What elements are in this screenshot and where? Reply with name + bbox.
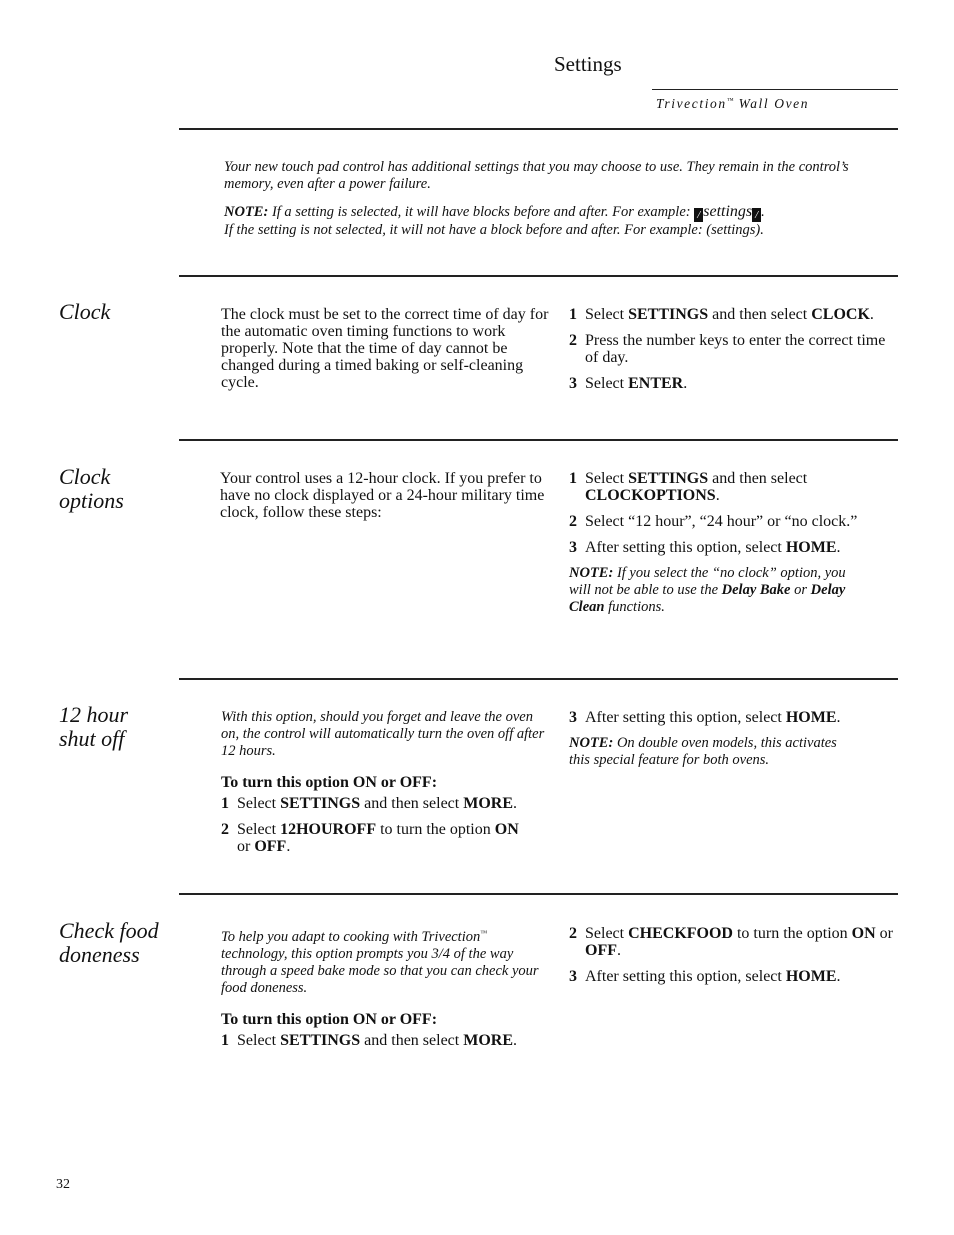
subtitle-product: Wall Oven xyxy=(733,96,810,111)
section-heading-check-food-doneness: Check food doneness xyxy=(59,918,159,967)
doneness-lead: To turn this option ON or OFF: xyxy=(221,1010,438,1028)
step: 3 After setting this option, select HOME. xyxy=(569,539,841,556)
clock-options-description: Your control uses a 12-hour clock. If you prefer to have no clock displayed or a 24-hour military time clock, follow these steps: xyxy=(220,470,545,521)
page-title: Settings xyxy=(554,52,622,76)
step: 1 Select SETTINGS and then select MORE. xyxy=(221,795,517,812)
clock-options-steps xyxy=(569,470,895,616)
section-heading-clock: Clock xyxy=(59,299,111,324)
step: 3 Select ENTER. xyxy=(569,375,688,392)
step: 1 Select SETTINGS and then select MORE. xyxy=(221,1031,517,1049)
trademark: ™ xyxy=(726,96,734,105)
clock-options-note: NOTE: If you select the “no clock” option, you will not be able to use the Delay Bake or Delay Clean functions. xyxy=(569,565,846,615)
doneness-steps-left xyxy=(221,925,551,1058)
divider xyxy=(179,678,898,680)
doneness-description: To help you adapt to cooking with Trivection™ technology, this option prompts you 3/4 of the way through a speed bake mode so that you can check your food doneness. xyxy=(221,928,539,996)
intro-note: NOTE: If a setting is selected, it will have blocks before and after. For example: / settings / . xyxy=(224,203,765,221)
intro-note-line2: If the setting is not selected, it will not have a block before and after. For example: (settings). xyxy=(224,222,764,238)
section-heading-clock-options: Clock options xyxy=(59,464,124,513)
shutoff-steps-right xyxy=(569,709,895,769)
divider xyxy=(179,128,898,130)
block-marker: / xyxy=(694,208,703,222)
subtitle xyxy=(656,96,809,112)
shutoff-lead: To turn this option ON or OFF: xyxy=(221,774,438,791)
shutoff-note: NOTE: On double oven models, this activates this special feature for both ovens. xyxy=(569,735,837,768)
divider xyxy=(179,439,898,441)
step: 2 Select CHECKFOOD to turn the option ON or OFF. xyxy=(569,925,893,959)
step: 1 Select SETTINGS and then select CLOCKOPTIONS. xyxy=(569,470,808,504)
section-heading-12-hour-shut-off: 12 hour shut off xyxy=(59,702,129,751)
example-selected: settings xyxy=(703,203,753,220)
step: 2 Press the number keys to enter the correct time of day. xyxy=(569,332,886,366)
intro-text: Your new touch pad control has additional settings that you may choose to use. They remain in the control’s memory, even after a power failure. xyxy=(224,159,849,192)
divider xyxy=(179,275,898,277)
subtitle-brand: Trivection xyxy=(656,96,727,111)
page-number: 32 xyxy=(56,1177,70,1192)
step: 1 Select SETTINGS and then select CLOCK. xyxy=(569,306,874,323)
shutoff-description: With this option, should you forget and leave the oven on, the control will automatically turn the oven off after 12 hours. xyxy=(221,709,545,759)
divider xyxy=(179,893,898,895)
step: 2 Select “12 hour”, “24 hour” or “no clock.” xyxy=(569,513,858,530)
step: 3 After setting this option, select HOME. xyxy=(569,709,841,726)
step: 3 After setting this option, select HOME. xyxy=(569,968,841,985)
doneness-steps-right xyxy=(569,925,895,994)
block-marker: / xyxy=(752,208,761,222)
note-label: NOTE: xyxy=(224,204,269,220)
subtitle-rule xyxy=(652,89,898,90)
intro-section xyxy=(224,159,884,249)
shutoff-steps-left xyxy=(221,709,546,864)
step: 2 Select 12HOUROFF to turn the option ON or OFF. xyxy=(221,821,519,855)
clock-description: The clock must be set to the correct time of day for the automatic oven timing functions to work properly. Note that the time of day cannot be changed during a timed baking or self-cleaning cycle. xyxy=(221,306,549,391)
clock-steps xyxy=(569,306,895,401)
